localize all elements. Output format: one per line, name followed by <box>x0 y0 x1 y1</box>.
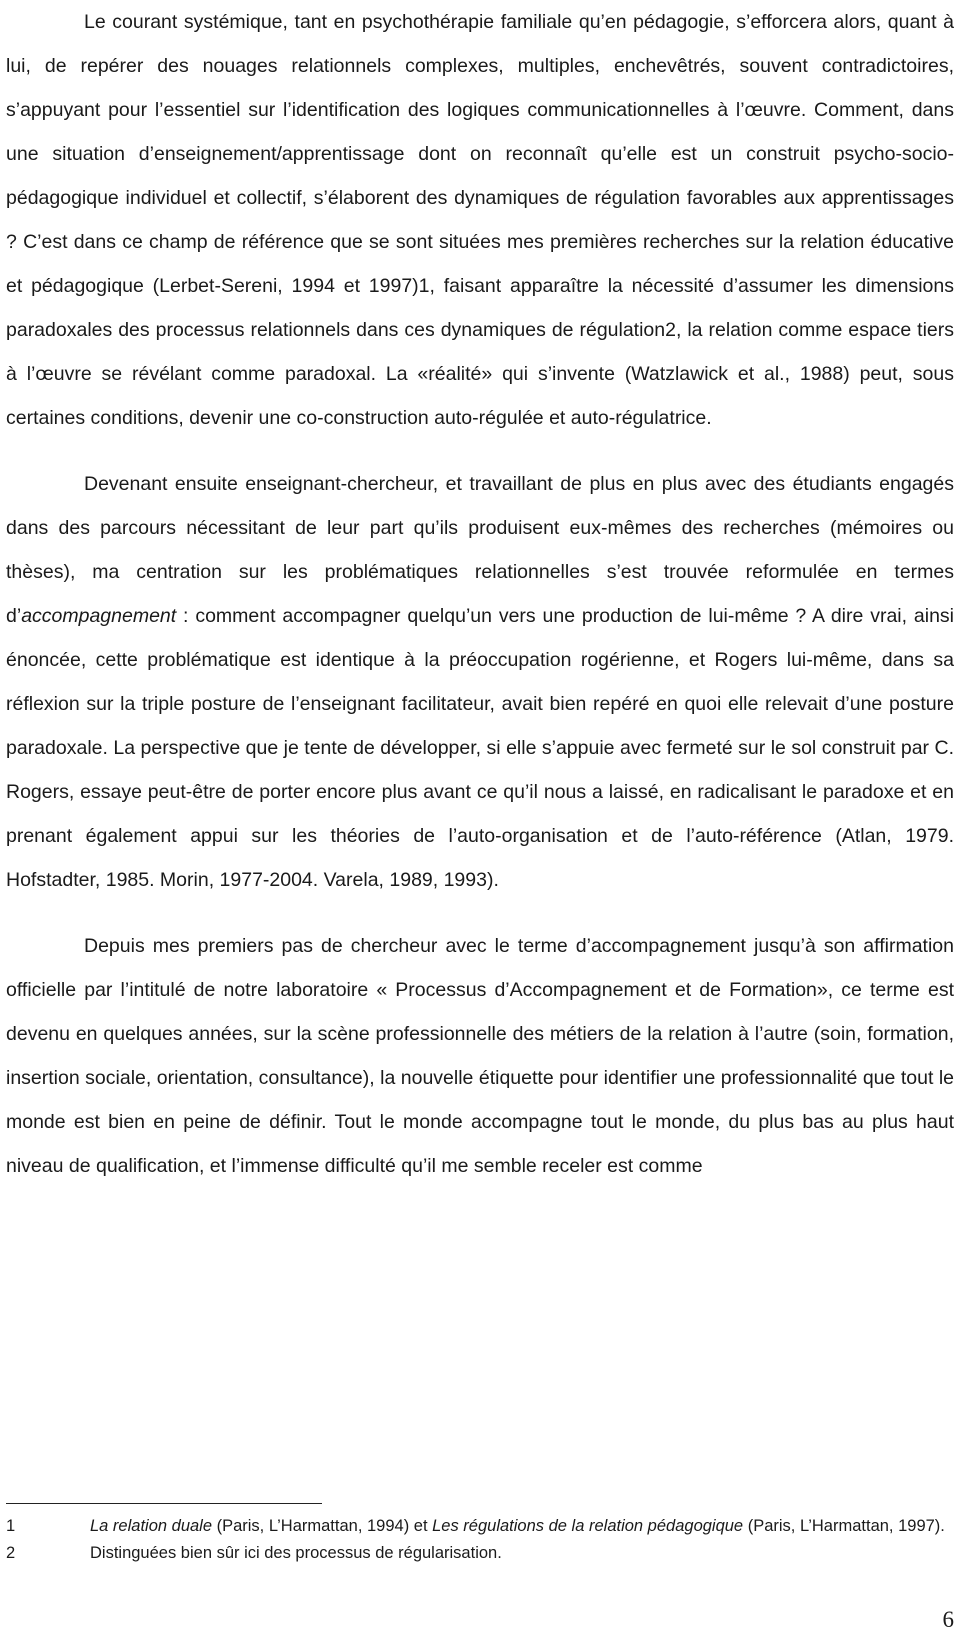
footnote-1 <box>6 1514 954 1538</box>
footnotes <box>6 1514 954 1565</box>
emphasis-accompagnement: accompagnement <box>21 605 177 627</box>
page-number: 6 <box>942 1607 954 1632</box>
footnote-separator <box>6 1503 322 1504</box>
paragraph-systemic-current: Le courant systémique, tant en psychothérapie familiale qu’en pédagogie, s’efforcera alors, quant à lui, de repérer des nouages relationnels complexes, multiples, enchevêtrés, souvent contradictoires, s’appuyant pour l’essentiel sur l’identification des logiques communicationnelles à l’œuvre. Comment, dans une situation d’enseignement/apprentissage dont on reconnaît qu’elle est un construit psycho-socio-pédagogique individuel et collectif, s’élaborent des dynamiques de régulation favorables aux apprentissages ? C’est dans ce champ de référence que se sont situées mes premières recherches sur la relation éducative et pédagogique (Lerbet-Sereni, 1994 et 1997)1, faisant apparaître la nécessité d’assumer les dimensions paradoxales des processus relationnels dans ces dynamiques de régulation2, la relation comme espace tiers à l’œuvre se révélant comme paradoxal. La «réalité» qui s’invente (Watzlawick et al., 1988) peut, sous certaines conditions, devenir une co-construction auto-régulée et auto-régulatrice. <box>6 11 954 429</box>
footnote-number: 2 <box>6 1544 16 1562</box>
document-page <box>6 0 954 1647</box>
footnote-text: Distinguées bien sûr ici des processus de régularisation. <box>90 1544 502 1562</box>
footnote-book-title: La relation duale <box>90 1517 213 1535</box>
footnote-book-title: Les régulations de la relation pédagogique <box>432 1517 744 1535</box>
footnote-2 <box>6 1541 954 1565</box>
footnote-number: 1 <box>6 1517 16 1535</box>
paragraph-accompaniment-end: : comment accompagner quelqu’un vers une production de lui-même ? A dire vrai, ainsi énoncée, cette problématique est identique à la préoccupation rogérienne, et Rogers lui-même, dans sa réflexion sur la triple posture de l’enseignant facilitateur, avait bien repéré en quoi elle relevait d’une posture paradoxale. La perspective que je tente de développer, si elle s’appuie avec fermeté sur le sol construit par C. Rogers, essaye peut-être de porter encore plus avant ce qu’il nous a laissé, en radicalisant le paradoxe et en prenant également appui sur les théories de l’auto-organisation et de l’auto-référence (Atlan, 1979. Hofstadter, 1985. Morin, 1977-2004. Varela, 1989, 1993). <box>6 605 954 891</box>
footnote-text: (Paris, L’Harmattan, 1997). <box>743 1517 945 1535</box>
body-text <box>6 0 954 1188</box>
paragraph-accompaniment-start: Devenant ensuite enseignant-chercheur, et travaillant de plus en plus avec des étudiants engagés dans des parcours nécessitant de leur part qu’ils produisent eux-mêmes des recherches (mémoires ou thèses), ma centration sur les problématiques relationnelles s’est trouvée reformulée en termes d’ <box>6 473 954 627</box>
paragraph-accompaniment <box>6 462 954 902</box>
paragraph-laboratory: Depuis mes premiers pas de chercheur avec le terme d’accompagnement jusqu’à son affirmation officielle par l’intitulé de notre laboratoire « Processus d’Accompagnement et de Formation», ce terme est devenu en quelques années, sur la scène professionnelle des métiers de la relation à l’autre (soin, formation, insertion sociale, orientation, consultance), la nouvelle étiquette pour identifier une professionnalité que tout le monde est bien en peine de définir. Tout le monde accompagne tout le monde, du plus bas au plus haut niveau de qualification, et l’immense difficulté qu’il me semble receler est comme <box>6 935 954 1177</box>
footnote-text: (Paris, L’Harmattan, 1994) et <box>212 1517 433 1535</box>
